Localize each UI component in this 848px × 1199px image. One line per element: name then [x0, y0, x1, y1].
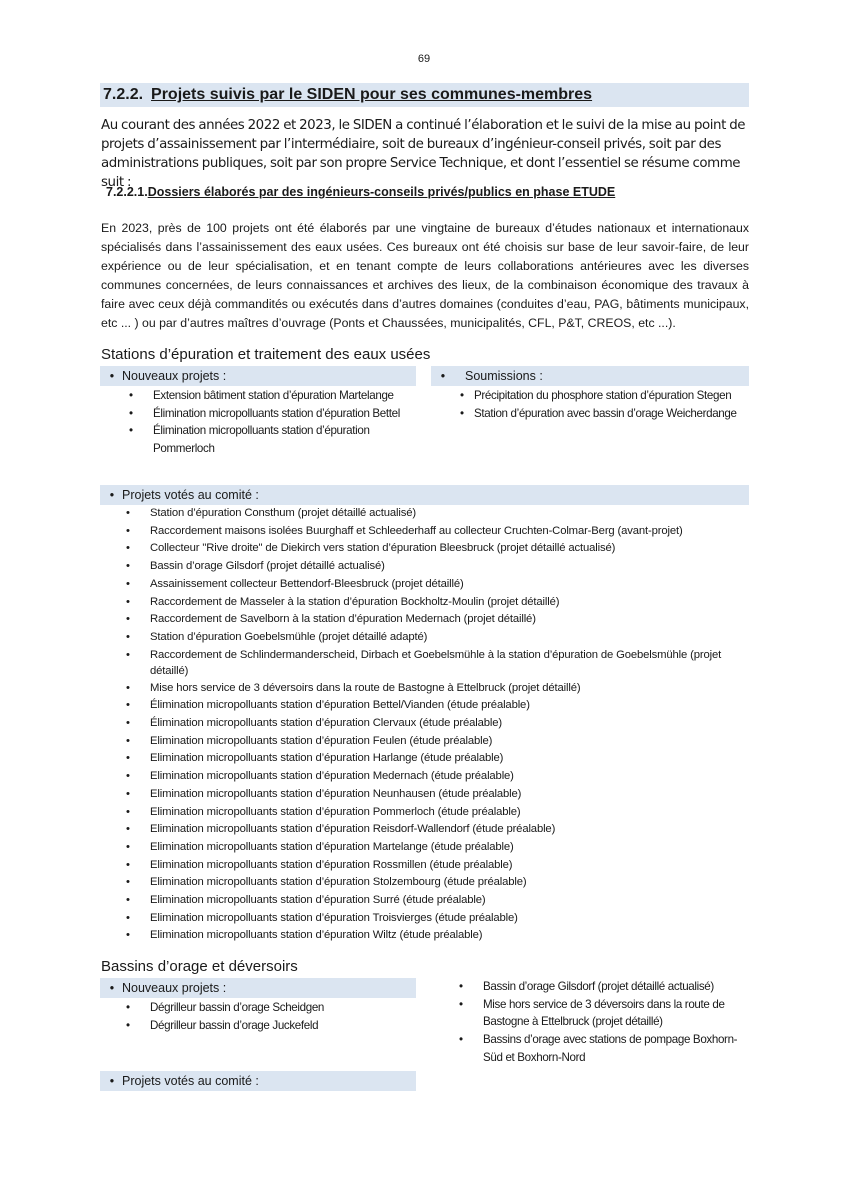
list-item: • Elimination micropolluants station d’épuration Surré (étude préalable) — [121, 892, 749, 910]
list-item: • Elimination micropolluants station d’épuration Neunhausen (étude préalable) — [121, 786, 749, 804]
stations-nouveaux-bar — [100, 366, 416, 386]
list-item: • Elimination micropolluants station d’épuration Martelange (étude préalable) — [121, 839, 749, 857]
list-item: • Elimination micropolluants station d’épuration Stolzembourg (étude préalable) — [121, 874, 749, 892]
list-item: • Précipitation du phosphore station d’épuration Stegen — [455, 387, 755, 405]
bassins-heading: Bassins d’orage et déversoirs — [101, 958, 298, 975]
bassins-nouveaux-label: Nouveaux projets : — [122, 981, 227, 995]
list-item: • Dégrilleur bassin d’orage Juckefeld — [121, 1017, 411, 1035]
list-item: • Mise hors service de 3 déversoirs dans la route de Bastogne à Ettelbruck (projet détaillé) — [121, 680, 749, 698]
list-item: • Raccordement maisons isolées Buurghaff et Schleederhaff au collecteur Cruchten-Colmar-Berg (avant-projet) — [121, 523, 749, 541]
list-item: • Élimination micropolluants station d’épuration Clervaux (étude préalable) — [121, 715, 749, 733]
stations-soumissions-bar — [431, 366, 749, 386]
list-item: • Elimination micropolluants station d’épuration Pommerloch (étude préalable) — [121, 804, 749, 822]
bullet-icon: • — [440, 369, 446, 383]
section-heading — [100, 83, 749, 107]
list-item: • Élimination micropolluants station d’épuration Bettel/Vianden (étude préalable) — [121, 697, 749, 715]
list-item: • Raccordement de Schlindermanderscheid, Dirbach et Goebelsmühle à la station d’épuration de Goebelsmühle (projet détaillé) — [121, 647, 749, 680]
section-intro: Au courant des années 2022 et 2023, le SIDEN a continué l’élaboration et le suivi de la mise au point de projets d’assainissement par l’intermédiaire, soit de bureaux d’ingénieur-conseil privés, soit par des administrations publiques, soit par son propre Service Technique, et dont l’essentiel se résume comme suit : — [101, 118, 746, 190]
list-item: • Bassin d’orage Gilsdorf (projet détaillé actualisé) — [454, 978, 746, 996]
bullet-icon: • — [109, 1074, 115, 1088]
subsection-heading — [106, 185, 615, 199]
stations-soumissions-list — [455, 387, 755, 422]
list-item: • Elimination micropolluants station d’épuration Reisdorf-Wallendorf (étude préalable) — [121, 821, 749, 839]
list-item: • Station d’épuration Goebelsmühle (projet détaillé adapté) — [121, 629, 749, 647]
list-item: • Station d’épuration avec bassin d’orage Weicherdange — [455, 405, 755, 423]
stations-soumissions-label: Soumissions : — [465, 369, 543, 383]
stations-votes-bar — [100, 485, 749, 505]
list-item: • Dégrilleur bassin d’orage Scheidgen — [121, 999, 411, 1017]
bullet-icon: • — [109, 981, 115, 995]
section-number: 7.2.2. — [103, 86, 144, 103]
list-item: • Bassins d’orage avec stations de pompage Boxhorn-Süd et Boxhorn-Nord — [454, 1031, 738, 1066]
list-item: • Elimination micropolluants station d’épuration Wiltz (étude préalable) — [121, 927, 749, 945]
list-item: • Elimination micropolluants station d’épuration Harlange (étude préalable) — [121, 750, 749, 768]
stations-votes-list — [121, 505, 749, 945]
list-item: • Élimination micropolluants station d’épuration Pommerloch — [124, 422, 393, 457]
list-item: • Raccordement de Masseler à la station d’épuration Bockholtz-Moulin (projet détaillé) — [121, 594, 749, 612]
page-number: 69 — [417, 53, 431, 65]
stations-nouveaux-label: Nouveaux projets : — [122, 369, 227, 383]
bassins-votes-label: Projets votés au comité : — [122, 1074, 259, 1088]
list-item: • Station d’épuration Consthum (projet détaillé actualisé) — [121, 505, 749, 523]
list-item: • Mise hors service de 3 déversoirs dans la route de Bastogne à Ettelbruck (projet détaillé) — [454, 996, 738, 1031]
list-item: • Elimination micropolluants station d’épuration Troisvierges (étude préalable) — [121, 910, 749, 928]
section-title: Projets suivis par le SIDEN pour ses communes-membres — [151, 86, 593, 103]
stations-votes-label: Projets votés au comité : — [122, 488, 259, 502]
list-item: • Elimination micropolluants station d’épuration Medernach (étude préalable) — [121, 768, 749, 786]
list-item: • Bassin d’orage Gilsdorf (projet détaillé actualisé) — [121, 558, 749, 576]
list-item: • Collecteur "Rive droite" de Diekirch vers station d’épuration Bleesbruck (projet détaillé actualisé) — [121, 540, 749, 558]
bullet-icon: • — [109, 369, 115, 383]
list-item: • Elimination micropolluants station d’épuration Rossmillen (étude préalable) — [121, 857, 749, 875]
list-item: • Elimination micropolluants station d’épuration Feulen (étude préalable) — [121, 733, 749, 751]
list-item: • Assainissement collecteur Bettendorf-Bleesbruck (projet détaillé) — [121, 576, 749, 594]
subsection-number: 7.2.2.1. — [106, 185, 148, 199]
bassins-nouveaux-list — [121, 999, 411, 1034]
list-item: • Extension bâtiment station d’épuration Martelange — [124, 387, 424, 405]
bassins-right-list — [454, 978, 746, 1067]
bassins-votes-bar — [100, 1071, 416, 1091]
bullet-icon: • — [109, 488, 115, 502]
subsection-title: Dossiers élaborés par des ingénieurs-conseils privés/publics en phase ETUDE — [147, 185, 616, 199]
list-item: • Raccordement de Savelborn à la station d’épuration Medernach (projet détaillé) — [121, 611, 749, 629]
subsection-paragraph: En 2023, près de 100 projets ont été élaborés par une vingtaine de bureaux d’études nationaux et internationaux spécialisés dans l’assainissement des eaux usées. Ces bureaux ont été choisis sur base de leur savoir-faire, de leur expérience ou de leur spécialisation, et en tenant compte de leurs collaborations antérieures avec les diverses communes concernées, de leurs connaissances et archives des lieux, de la combinaison économique des travaux à faire avec ceux déjà commandités ou exécutés dans d’autres domaines (conduites d’eau, PAG, bâtiments municipaux, etc ... ) ou par d’autres maîtres d’ouvrage (Ponts et Chaussées, municipalités, CFL, P&T, CREOS, etc ...). — [101, 221, 749, 330]
list-item: • Élimination micropolluants station d’épuration Bettel — [124, 405, 424, 423]
stations-heading: Stations d’épuration et traitement des eaux usées — [101, 346, 431, 363]
stations-nouveaux-list — [124, 387, 424, 458]
bassins-nouveaux-bar — [100, 978, 416, 998]
